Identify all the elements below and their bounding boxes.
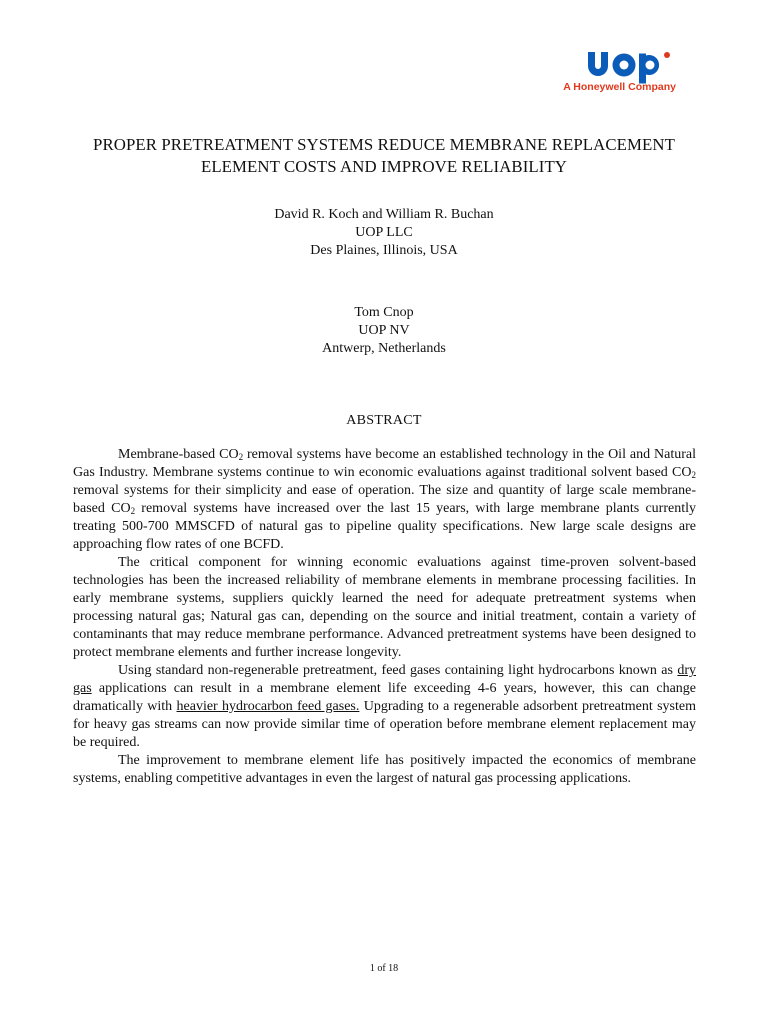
uop-wordmark-logo [586, 44, 696, 84]
author-block-2 [60, 304, 708, 358]
underlined-term: heavier hydrocarbon feed gases. [176, 699, 360, 714]
author-names: Tom Cnop [354, 305, 414, 320]
abstract-paragraph-4: The improvement to membrane element life has positively impacted the economics of membrane systems, enabling competitive advantages in even the largest of natural gas processing applications. [73, 753, 696, 786]
subscript: 2 [130, 506, 136, 516]
author-names: David R. Koch and William R. Buchan [274, 207, 494, 222]
page-number: 1 of 18 [369, 963, 399, 974]
subscript: 2 [238, 452, 244, 462]
text-run: Upgrading to a regenerable adsorbent pretreatment system for heavy gas streams can now provide similar time of operation before membrane element replacement may be required. [73, 699, 696, 750]
subscript: 2 [691, 470, 696, 480]
abstract-paragraph-3 [73, 662, 696, 752]
text-run: applications can result in a membrane element life exceeding 4-6 years, however, this can change dramatically with [73, 681, 696, 714]
abstract-paragraph-2: The critical component for winning economic evaluations against time-proven solvent-based technologies has been the increased reliability of membrane elements in membrane processing facilities. In early membrane systems, suppliers quickly learned the need for adequate pretreatment systems when processing natural gas; Natural gas can, depending on the source and initial treatment, contain a variety of contaminants that may reduce membrane performance. Advanced pretreatment systems have been designed to protect membrane elements and further increase longevity. [73, 555, 696, 660]
underlined-term: dry gas [73, 663, 696, 696]
text-run: Membrane-based CO [118, 447, 239, 462]
text-run: Using standard non-regenerable pretreatment, feed gases containing light hydrocarbons known as [118, 663, 678, 678]
author-organization: UOP NV [358, 323, 410, 338]
logo-tagline: A Honeywell Company [563, 81, 676, 93]
text-run: removal systems have become an established technology in the Oil and Natural Gas Industry. Membrane systems continue to win economic evaluations against traditional solvent based CO [73, 447, 696, 480]
paper-title [60, 134, 708, 178]
text-run: removal systems for their simplicity and ease of operation. The size and quantity of large scale membrane-based CO [73, 483, 696, 516]
title-line-2: ELEMENT COSTS AND IMPROVE RELIABILITY [200, 157, 568, 176]
uop-logo [548, 40, 698, 100]
author-block-1 [60, 206, 708, 260]
abstract-body [73, 446, 696, 788]
author-location: Des Plaines, Illinois, USA [310, 243, 458, 258]
author-location: Antwerp, Netherlands [322, 341, 446, 356]
title-line-1: PROPER PRETREATMENT SYSTEMS REDUCE MEMBRANE REPLACEMENT [93, 135, 675, 154]
abstract-heading: ABSTRACT [346, 413, 422, 428]
abstract-paragraph-1 [73, 446, 696, 554]
text-run: removal systems have increased over the last 15 years, with large membrane plants currently treating 500-700 MMSCFD of natural gas to pipeline quality specifications. New large scale designs are approaching flow rates of one BCFD. [73, 501, 696, 552]
author-organization: UOP LLC [355, 225, 413, 240]
